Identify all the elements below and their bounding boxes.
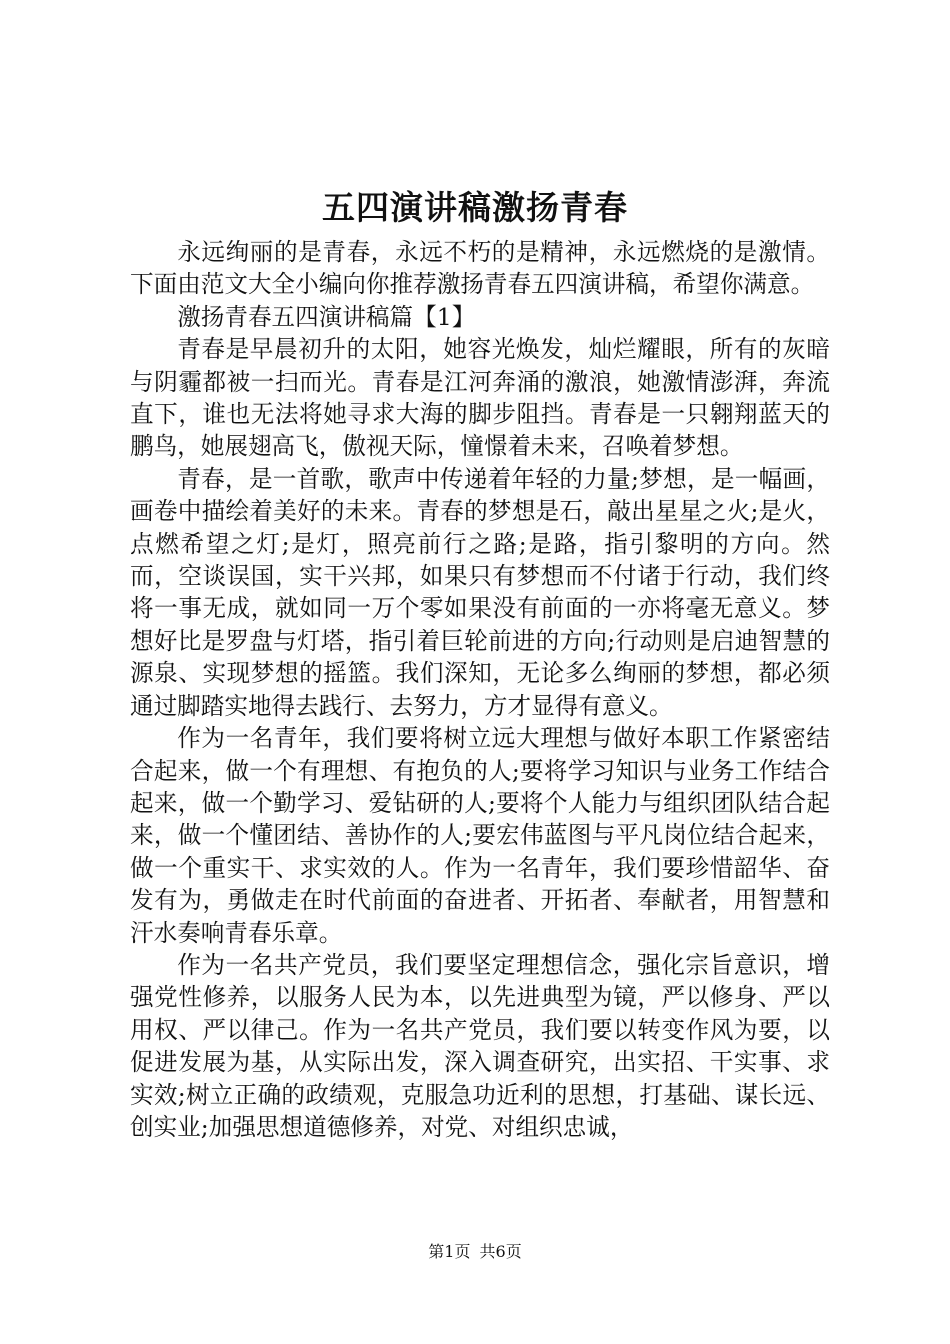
document-title: 五四演讲稿激扬青春: [322, 188, 628, 227]
section-heading: 激扬青春五四演讲稿篇【1】: [177, 302, 476, 331]
paragraph: 青春，是一首歌，歌声中传递着年轻的力量;梦想，是一幅画，画卷中描绘着美好的未来。青春的梦想是石，敲出星星之火;是火，点燃希望之灯;是灯，照亮前行之路;是路，指引黎明的方向。然而，空谈误国，实干兴邦，如果只有梦想而不付诸于行动，我们终将一事无成，就如同一万个零如果没有前面的一亦将毫无意义。梦想好比是罗盘与灯塔，指引着巨轮前进的方向;行动则是启迪智慧的源泉、实现梦想的摇篮。我们深知，无论多么绚丽的梦想，都必须通过脚踏实地得去践行、去努力，方才显得有意义。: [130, 464, 830, 720]
paragraph: 作为一名共产党员，我们要坚定理想信念，强化宗旨意识，增强党性修养，以服务人民为本，以先进典型为镜，严以修身、严以用权、严以律己。作为一名共产党员，我们要以转变作风为要，以促进发展为基，从实际出发，深入调查研究，出实招、干实事、求实效;树立正确的政绩观，克服急功近利的思想，打基础、谋长远、创实业;加强思想道德修养，对党、对组织忠诚，: [130, 950, 830, 1141]
document-body: [130, 236, 830, 1143]
paragraph: 青春是早晨初升的太阳，她容光焕发，灿烂耀眼，所有的灰暗与阴霾都被一扫而光。青春是江河奔涌的激浪，她激情澎湃，奔流直下，谁也无法将她寻求大海的脚步阻挡。青春是一只翱翔蓝天的鹏鸟，她展翅高飞，傲视天际，憧憬着未来，召唤着梦想。: [130, 335, 830, 461]
paragraph-intro: 永远绚丽的是青春，永远不朽的是精神，永远燃烧的是激情。下面由范文大全小编向你推荐激扬青春五四演讲稿，希望你满意。: [130, 238, 830, 299]
page-number-footer: 第1页 共6页: [428, 1242, 522, 1261]
paragraph: 作为一名青年，我们要将树立远大理想与做好本职工作紧密结合起来，做一个有理想、有抱负的人;要将学习知识与业务工作结合起来，做一个勤学习、爱钻研的人;要将个人能力与组织团队结合起来，做一个懂团结、善协作的人;要宏伟蓝图与平凡岗位结合起来，做一个重实干、求实效的人。作为一名青年，我们要珍惜韶华、奋发有为，勇做走在时代前面的奋进者、开拓者、奉献者，用智慧和汗水奏响青春乐章。: [130, 724, 830, 947]
